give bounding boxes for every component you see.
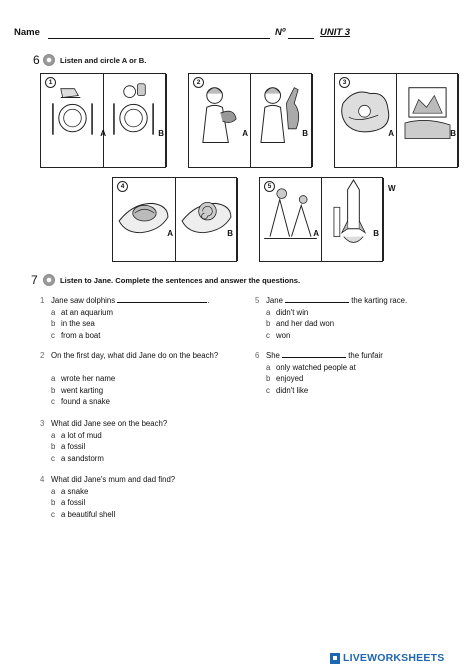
option-b-label[interactable]: B — [450, 129, 456, 138]
worksheet-header — [14, 27, 460, 43]
picture-panel-1 — [40, 73, 166, 168]
option-b-label[interactable]: B — [373, 229, 379, 238]
choice-a[interactable]: a didn't win — [266, 307, 309, 317]
sentence-end: the karting race. — [351, 296, 408, 305]
option-a-label[interactable]: A — [313, 229, 319, 238]
choice-a[interactable]: a only watched people at — [266, 362, 356, 372]
name-field-line[interactable] — [48, 38, 270, 39]
question-text: What did Jane see on the beach? — [51, 419, 168, 428]
choice-c[interactable]: c from a boat — [51, 330, 101, 340]
rocket-launch-icon — [322, 178, 383, 261]
panel-number: 5 — [264, 181, 275, 192]
plate-cutlery-icon — [104, 74, 166, 167]
choice-c[interactable]: c a beautiful shell — [51, 509, 116, 519]
exercise-6-instruction: Listen and circle A or B. — [60, 56, 147, 65]
exercise-7-instruction: Listen to Jane. Complete the sentences and answer the questions. — [60, 276, 301, 285]
sentence-start: She — [266, 351, 280, 360]
choice-c[interactable]: c a sandstorm — [51, 453, 104, 463]
question-2 — [40, 350, 250, 410]
choice-a[interactable]: a at an aquarium — [51, 307, 114, 317]
choice-c[interactable]: c found a snake — [51, 397, 110, 406]
question-5 — [255, 295, 465, 343]
option-b-picture[interactable] — [104, 74, 167, 167]
panel-number: 3 — [339, 77, 350, 88]
answer-blank[interactable] — [282, 350, 346, 358]
choice-b[interactable]: b in the sea — [51, 319, 95, 328]
sentence-start: Jane — [266, 296, 283, 305]
choice-a[interactable]: a wrote her name — [51, 374, 116, 383]
question-number: 2 — [40, 351, 45, 360]
picture-panel-5 — [259, 177, 383, 262]
question-3 — [40, 418, 250, 466]
number-label: Nº — [275, 27, 286, 38]
option-a-label[interactable]: A — [242, 129, 248, 138]
question-text — [51, 295, 241, 307]
choice-c[interactable]: c didn't like — [266, 385, 309, 395]
question-text — [266, 350, 456, 362]
choice-b[interactable]: b enjoyed — [266, 374, 304, 383]
logo-mark-icon — [330, 653, 340, 664]
number-field-line[interactable] — [288, 38, 314, 39]
tv-screen-icon — [397, 74, 458, 167]
option-b-label[interactable]: B — [227, 229, 233, 238]
hand-holding-shell-icon — [176, 178, 237, 261]
exercise-7-number: 7 — [31, 273, 38, 287]
option-a-label[interactable]: A — [167, 229, 173, 238]
option-b-picture[interactable] — [176, 178, 238, 261]
question-text — [266, 295, 456, 307]
question-number: 5 — [255, 296, 260, 305]
audio-cd-icon[interactable] — [43, 54, 55, 66]
answer-blank[interactable] — [117, 295, 210, 305]
question-number: 4 — [40, 475, 45, 484]
girl-with-kangaroo-icon — [251, 74, 312, 167]
picture-panel-2 — [188, 73, 312, 168]
question-number: 1 — [40, 296, 45, 305]
question-1 — [40, 295, 250, 343]
panel-number: 2 — [193, 77, 204, 88]
choice-b[interactable]: b a fossil — [51, 498, 86, 507]
picture-panel-3 — [334, 73, 458, 168]
question-number: 3 — [40, 419, 45, 428]
question-number: 6 — [255, 351, 260, 360]
question-text: What did Jane's mum and dad find? — [51, 475, 176, 484]
choice-b[interactable]: b and her dad won — [266, 319, 335, 328]
picture-panel-4 — [112, 177, 237, 262]
choice-b[interactable]: b a fossil — [51, 442, 86, 451]
question-text: On the first day, what did Jane do on the beach? — [51, 351, 219, 360]
question-4 — [40, 474, 250, 522]
choice-b[interactable]: b went karting — [51, 385, 104, 395]
answer-blank[interactable] — [285, 295, 349, 303]
option-b-picture[interactable] — [251, 74, 313, 167]
name-label: Name — [14, 27, 40, 38]
option-b-label[interactable]: B — [302, 129, 308, 138]
option-b-picture[interactable] — [397, 74, 459, 167]
option-b-label[interactable]: B — [158, 129, 164, 138]
exercise-6-number: 6 — [33, 53, 40, 67]
option-a-label[interactable]: A — [388, 129, 394, 138]
unit-label: UNIT 3 — [320, 27, 351, 38]
choice-c[interactable]: c won — [266, 330, 291, 340]
sentence-end: the funfair — [348, 351, 383, 360]
option-a-label[interactable]: A — [100, 129, 106, 138]
sentence-end: . — [207, 296, 210, 305]
option-b-picture[interactable] — [322, 178, 384, 261]
brand-name: LIVEWORKSHEETS — [343, 652, 445, 664]
sentence-start: Jane saw dolphins — [51, 296, 116, 305]
choice-a[interactable]: a a snake — [51, 486, 89, 496]
extra-label-w: W — [388, 184, 396, 193]
panel-number: 4 — [117, 181, 128, 192]
liveworksheets-logo — [330, 652, 470, 665]
choice-a[interactable]: a a lot of mud — [51, 430, 102, 440]
panel-number: 1 — [45, 77, 56, 88]
question-6 — [255, 350, 465, 398]
audio-cd-icon[interactable] — [43, 274, 55, 286]
